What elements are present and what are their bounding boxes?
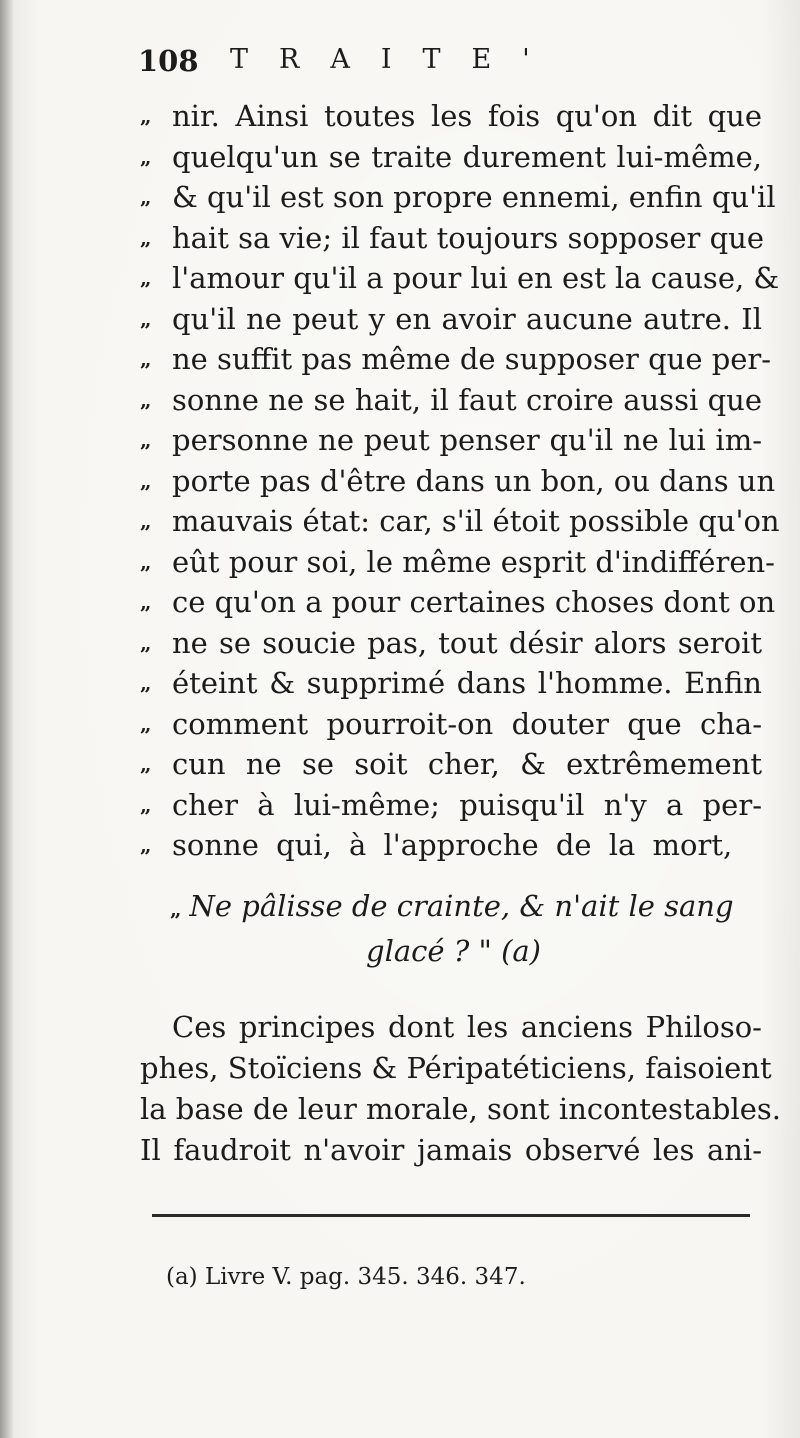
text-line: [140, 96, 762, 137]
quote-mark: „: [140, 266, 152, 290]
quote-mark: „: [140, 347, 152, 371]
paragraph-line: phes, Stoïciens & Péripatéticiens, faisoient: [140, 1051, 772, 1085]
quote-mark: „: [140, 306, 152, 331]
line-text: ce qu'on a pour certaines choses dont on: [172, 585, 776, 619]
line-text: qu'il ne peut y en avoir aucune autre. Il: [172, 301, 762, 336]
text-line: [140, 258, 780, 299]
paragraph: [140, 1007, 781, 1171]
line-text: personne ne peut penser qu'il ne lui im-: [172, 423, 762, 457]
line-text: nir. Ainsi toutes les fois qu'on dit que: [172, 99, 762, 133]
line-text: eût pour soi, le même esprit d'indifféren-: [172, 544, 775, 579]
text-line: [140, 744, 762, 785]
verse-line-1: [170, 885, 740, 930]
text-line: [140, 501, 780, 542]
line-text: ne se soucie pas, tout désir alors seroit: [172, 625, 762, 660]
line-text: ne suffit pas même de supposer que per-: [172, 342, 772, 376]
line-text: porte pas d'être dans un bon, ou dans un: [172, 463, 776, 498]
line-text: sonne ne se hait, il faut croire aussi que: [172, 382, 762, 417]
quote-mark: „: [140, 104, 152, 128]
quote-mark: „: [140, 225, 152, 250]
line-text: cun ne se soit cher, & extrêmement: [172, 747, 762, 781]
paragraph-line: Il faudroit n'avoir jamais observé les ani-: [140, 1133, 762, 1167]
quote-mark: „: [140, 509, 152, 533]
line-text: mauvais état: car, s'il étoit possible qu'on: [172, 504, 780, 538]
quoted-passage: [140, 96, 780, 866]
footnote: (a) Livre V. pag. 345. 346. 347.: [166, 1264, 526, 1290]
quote-mark: „: [140, 752, 152, 776]
text-line: [140, 785, 762, 826]
quote-mark: „: [140, 630, 152, 655]
text-line: [140, 704, 762, 745]
text-line: [140, 542, 775, 583]
paragraph-line: Ces principes dont les anciens Philoso-: [172, 1010, 762, 1044]
running-head: [138, 44, 738, 94]
quote-mark: „: [140, 590, 152, 614]
line-text: quelqu'un se traite durement lui-même,: [172, 139, 762, 174]
quote-mark: „: [140, 185, 152, 209]
line-text: & qu'il est son propre ennemi, enfin qu'il: [172, 180, 776, 214]
text-line: [140, 420, 762, 461]
quote-mark: „: [140, 792, 152, 817]
text-line: [140, 623, 762, 664]
text-line: [140, 380, 762, 421]
text-line: [140, 582, 776, 623]
line-text: l'amour qu'il a pour lui en est la cause, &: [172, 261, 780, 295]
running-title: TRAITE': [230, 44, 561, 75]
line-text: hait sa vie; il faut toujours sopposer que: [172, 220, 764, 255]
text-line: [140, 339, 772, 380]
quote-mark: „: [140, 387, 152, 412]
quote-mark: „: [170, 897, 182, 921]
line-text: éteint & supprimé dans l'homme. Enfin: [172, 666, 762, 700]
quote-mark: „: [140, 671, 152, 695]
line-text: cher à lui-même; puisqu'il n'y a per-: [172, 787, 762, 822]
line-text: comment pourroit-on douter que cha-: [172, 706, 762, 741]
quote-mark: „: [140, 549, 152, 574]
quote-mark: „: [140, 428, 152, 452]
quote-mark: „: [140, 144, 152, 169]
paragraph-line: la base de leur morale, sont incontestables.: [140, 1092, 781, 1126]
footnote-rule: [152, 1214, 750, 1217]
binding-shadow: [0, 0, 14, 1438]
quote-mark: „: [140, 833, 152, 857]
text-line: [140, 663, 762, 704]
text-line: [140, 177, 776, 218]
quote-mark: „: [140, 711, 152, 736]
page-number: 108: [138, 44, 199, 78]
verse-line-2: glacé ? " (a): [366, 934, 541, 968]
verse-quotation: [170, 885, 740, 972]
line-text: sonne qui, à l'approche de la mort,: [172, 828, 733, 862]
text-line: [140, 137, 762, 178]
text-line: [140, 461, 776, 502]
quote-mark: „: [140, 468, 152, 493]
text-line: [140, 299, 762, 340]
text-line: [140, 825, 762, 866]
verse-line-1-text: Ne pâlisse de crainte, & n'ait le sang: [189, 889, 734, 923]
text-line: [140, 218, 762, 259]
